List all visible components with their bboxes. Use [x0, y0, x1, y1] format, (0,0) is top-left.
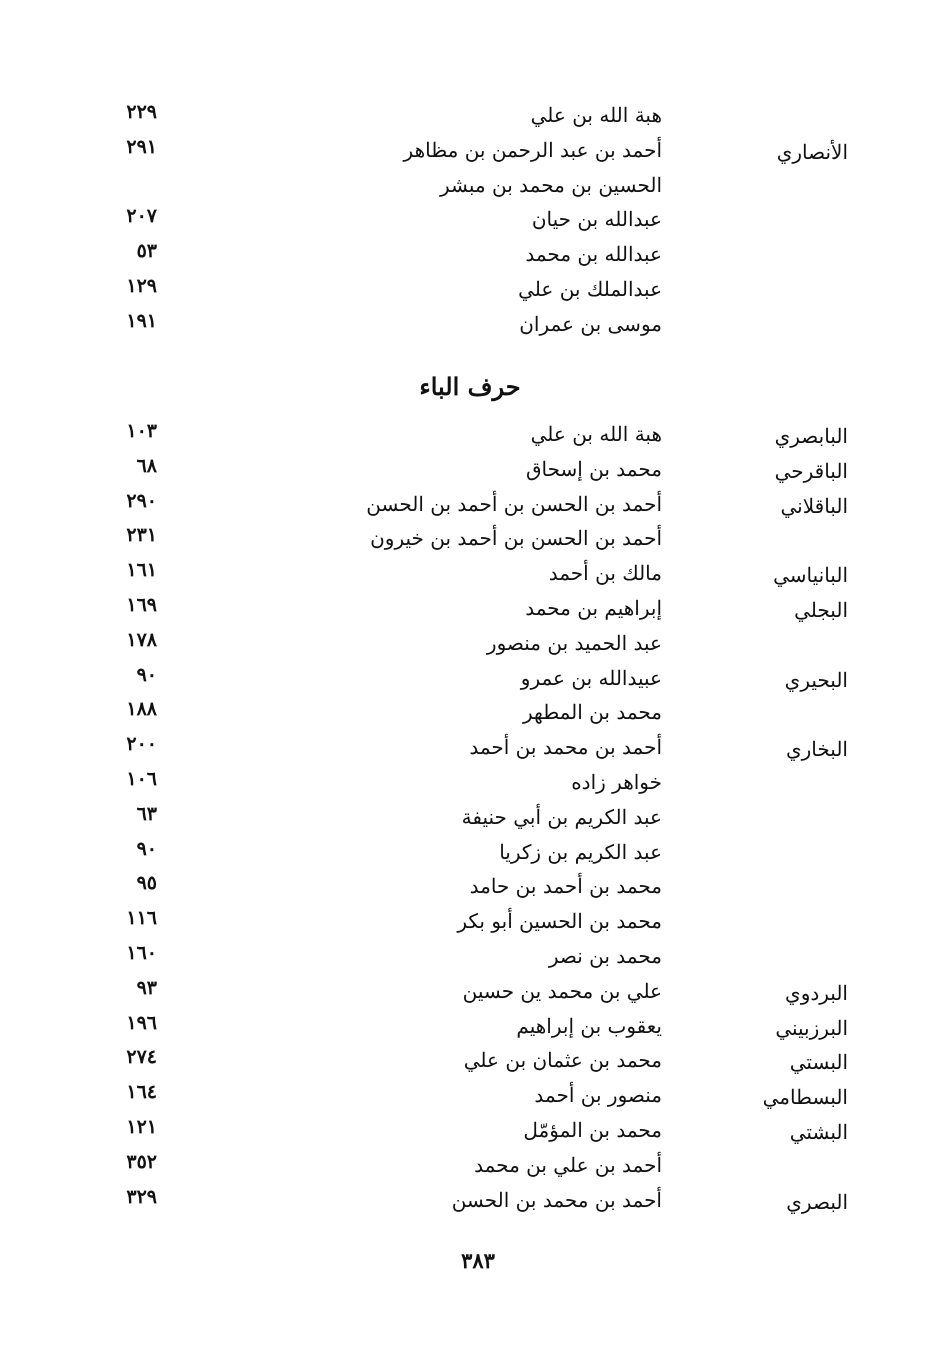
entry-page-number: ٥٣ — [136, 240, 157, 263]
index-entry — [0, 975, 940, 1010]
entry-page-number: ١٢٩ — [126, 274, 157, 297]
entry-name: أحمد بن الحسن بن أحمد بن خيرون — [370, 526, 662, 551]
index-entry — [0, 418, 940, 453]
entry-page-number: ١١٦ — [126, 907, 157, 930]
entry-page-number: ٢٠٧ — [126, 205, 157, 228]
entry-page-number: ٢٧٤ — [126, 1046, 157, 1069]
entry-page-number: ١٦٠ — [126, 941, 157, 964]
index-list-top — [0, 99, 940, 343]
entry-name: عبدالله بن محمد — [525, 242, 662, 267]
entry-name: أحمد بن الحسن بن أحمد بن الحسن — [366, 491, 662, 516]
entry-name: محمد بن أحمد بن حامد — [469, 874, 662, 899]
entry-nisba: البسطامي — [762, 1085, 848, 1110]
entry-page-number: ١٨٨ — [126, 698, 157, 721]
index-entry — [0, 766, 940, 801]
index-entry — [0, 1114, 940, 1149]
entry-page-number: ٩٠ — [136, 837, 157, 860]
entry-page-number: ١٩١ — [126, 309, 157, 332]
index-entry — [0, 696, 940, 731]
entry-name: أحمد بن علي بن محمد — [474, 1152, 662, 1177]
entry-name: محمد بن الحسين أبو بكر — [457, 909, 662, 934]
index-entry — [0, 1010, 940, 1045]
entry-name: منصور بن أحمد — [534, 1083, 662, 1108]
index-entry — [0, 308, 940, 343]
entry-name: محمد بن عثمان بن علي — [463, 1048, 662, 1073]
entry-nisba: الأنصاري — [776, 139, 848, 164]
index-entry — [0, 488, 940, 523]
entry-nisba: البحيري — [784, 667, 848, 692]
entry-nisba: البابصري — [774, 424, 848, 448]
entry-page-number: ١٦٩ — [126, 593, 157, 616]
entry-page-number: ٣٢٩ — [126, 1185, 157, 1208]
index-entry — [0, 1184, 940, 1219]
index-entry — [0, 1079, 940, 1114]
index-entry — [0, 836, 940, 871]
index-entry — [0, 870, 940, 905]
index-entry — [0, 1044, 940, 1079]
entry-page-number: ٢٩٠ — [126, 489, 157, 512]
index-entry — [0, 662, 940, 697]
entry-name: عبد الكريم بن أبي حنيفة — [461, 804, 662, 829]
entry-page-number: ٩٥ — [136, 872, 157, 895]
index-entry — [0, 453, 940, 488]
section-heading-text: حرف الباء — [419, 372, 521, 401]
entry-nisba: البستي — [789, 1050, 848, 1075]
index-entry — [0, 169, 940, 204]
entry-page-number: ٣٥٢ — [126, 1150, 157, 1173]
entry-page-number: ٦٨ — [136, 454, 157, 477]
entry-nisba: البجلي — [794, 597, 848, 622]
index-list-ba — [0, 418, 940, 1218]
entry-name: مالك بن أحمد — [548, 561, 662, 586]
entry-name: أحمد بن محمد بن أحمد — [469, 735, 662, 760]
entry-name: محمد بن إسحاق — [525, 456, 662, 481]
index-entry — [0, 203, 940, 238]
entry-page-number: ١٢١ — [126, 1115, 157, 1138]
index-entry — [0, 557, 940, 592]
entry-nisba: البرزبيني — [775, 1015, 848, 1040]
entry-name: أحمد بن عبد الرحمن بن مظاهر — [403, 137, 662, 162]
entry-name: عبدالملك بن علي — [518, 276, 662, 301]
entry-nisba: البردوي — [785, 980, 848, 1005]
entry-name: إبراهيم بن محمد — [525, 595, 662, 620]
entry-nisba: الباقلاني — [780, 493, 848, 518]
index-entry — [0, 273, 940, 308]
index-entry — [0, 731, 940, 766]
entry-name: موسى بن عمران — [519, 311, 662, 336]
entry-page-number: ١٩٦ — [126, 1011, 157, 1034]
entry-name: محمد بن المؤمّل — [523, 1117, 662, 1142]
entry-page-number: ٩٣ — [136, 976, 157, 999]
entry-name: عبد الكريم بن زكريا — [499, 839, 662, 864]
entry-name: محمد بن نصر — [548, 943, 662, 968]
entry-name: علي بن محمد ين حسين — [462, 978, 662, 1003]
entry-page-number: ٦٣ — [136, 802, 157, 825]
page-number-text: ٣٨٣ — [461, 1248, 495, 1273]
index-entry — [0, 238, 940, 273]
entry-page-number: ٢٠٠ — [126, 733, 157, 756]
entry-nisba: البشتي — [789, 1119, 848, 1144]
entry-name: هبة الله بن علي — [530, 422, 662, 446]
entry-nisba: الباقرحي — [774, 458, 848, 483]
entry-page-number: ١٠٣ — [126, 420, 157, 442]
index-entry — [0, 905, 940, 940]
page-number — [0, 1248, 940, 1273]
index-entry — [0, 801, 940, 836]
entry-page-number: ٢٢٩ — [126, 101, 157, 123]
entry-name: محمد بن المطهر — [522, 700, 662, 725]
entry-nisba: البخاري — [785, 737, 848, 762]
entry-name: الحسين بن محمد بن مبشر — [440, 172, 662, 197]
entry-page-number: ١٦١ — [126, 559, 157, 582]
entry-name: هبة الله بن علي — [530, 103, 662, 127]
entry-name: أحمد بن محمد بن الحسن — [451, 1187, 662, 1212]
section-heading — [0, 372, 940, 401]
entry-name: عبيدالله بن عمرو — [520, 665, 662, 690]
index-entry — [0, 592, 940, 627]
entry-page-number: ٩٠ — [136, 663, 157, 686]
index-entry — [0, 522, 940, 557]
index-entry — [0, 1149, 940, 1184]
index-entry — [0, 627, 940, 662]
entry-name: عبدالله بن حيان — [531, 207, 662, 232]
entry-name: خواهر زاده — [571, 769, 662, 794]
index-entry — [0, 940, 940, 975]
entry-page-number: ٢٣١ — [126, 524, 157, 547]
entry-page-number: ٢٩١ — [126, 135, 157, 158]
index-entry — [0, 99, 940, 134]
entry-nisba: البانياسي — [773, 563, 848, 588]
entry-page-number: ١٧٨ — [126, 628, 157, 651]
entry-page-number: ١٠٦ — [126, 767, 157, 790]
index-entry — [0, 134, 940, 169]
entry-name: يعقوب بن إبراهيم — [516, 1013, 662, 1038]
entry-page-number: ١٦٤ — [126, 1081, 157, 1104]
entry-nisba: البصري — [786, 1189, 848, 1214]
entry-name: عبد الحميد بن منصور — [486, 630, 662, 655]
